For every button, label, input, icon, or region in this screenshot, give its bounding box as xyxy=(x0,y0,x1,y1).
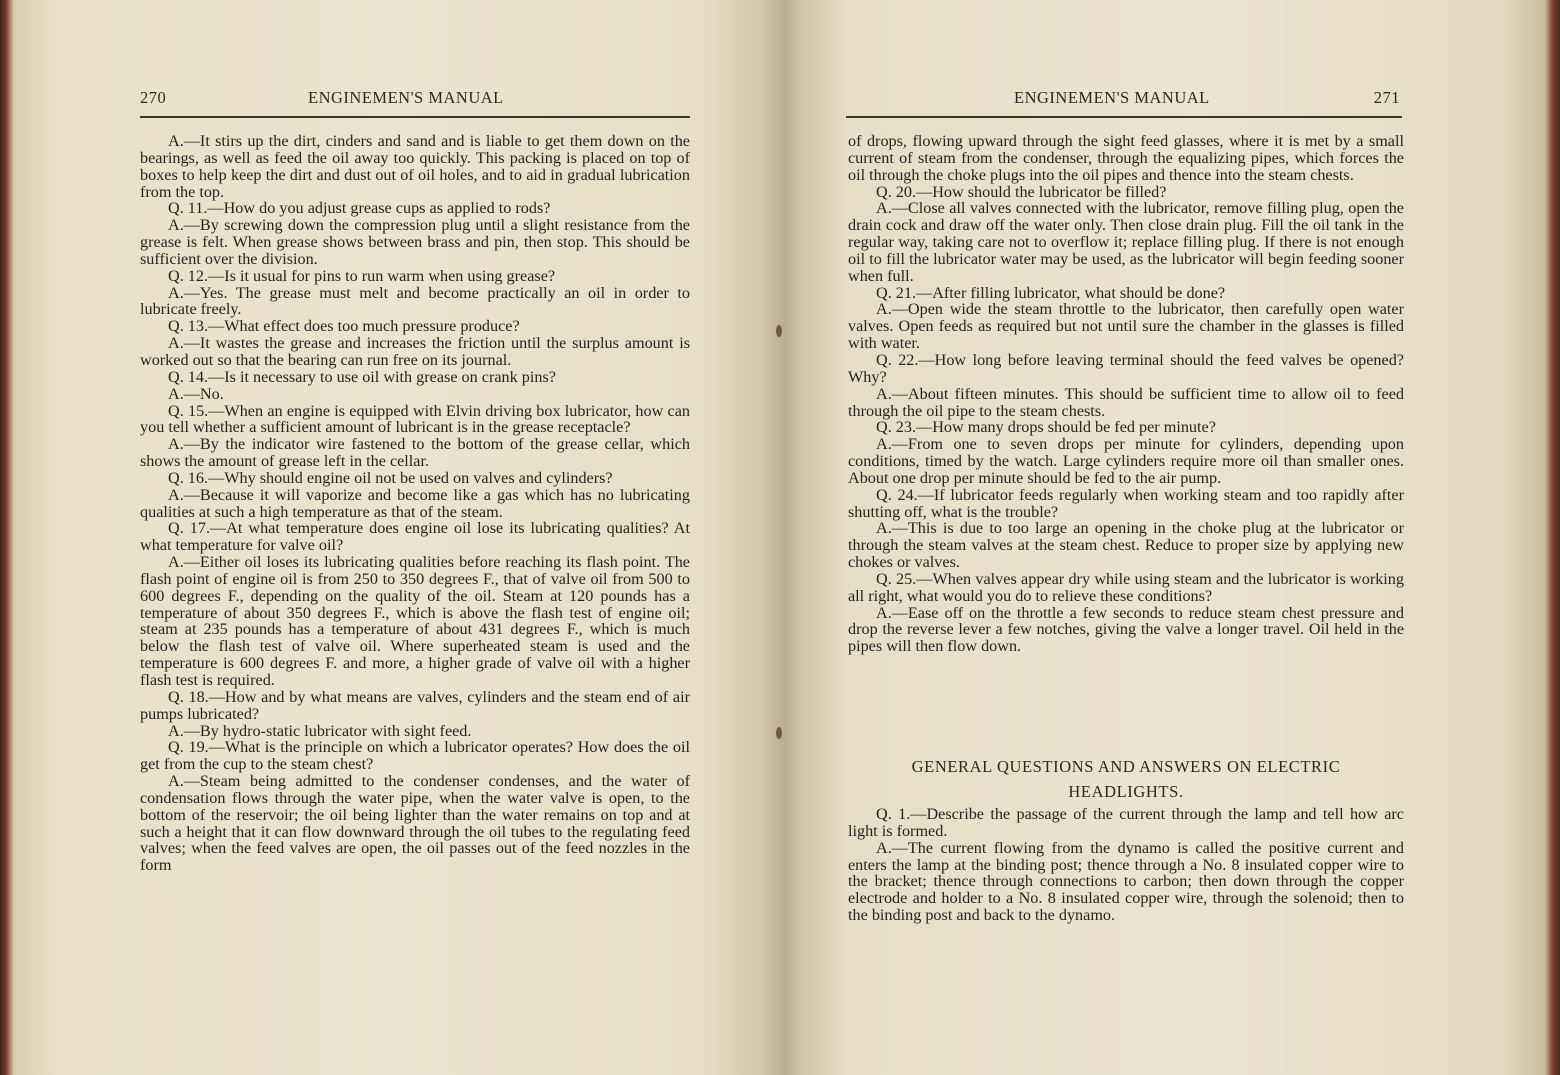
right-header-rule xyxy=(846,116,1402,118)
paragraph: A.—About fifteen minutes. This should be sufficient time to allow oil to feed through the oil pipe to the steam chests. xyxy=(848,384,1404,420)
paragraph: A.—It wastes the grease and increases the friction until the surplus amount is worked out so that the bearing can run free on its journal. xyxy=(140,334,690,369)
paragraph: Q. 22.—How long before leaving terminal should the feed valves be opened? Why? xyxy=(848,350,1404,386)
paragraph: Q. 17.—At what temperature does engine oil lose its lubricating qualities? At what temperature for valve oil? xyxy=(140,519,690,555)
paragraph: Q. 19.—What is the principle on which a lubricator operates? How does the oil get from the cup to the steam chest? xyxy=(140,738,690,774)
paragraph: A.—By hydro-static lubricator with sight feed. xyxy=(168,721,472,740)
left-running-header xyxy=(140,88,690,110)
paragraph: A.—Because it will vaporize and become like a gas which has no lubricating qualities at such a high temperature as that of the steam. xyxy=(140,485,690,521)
paragraph: A.—Yes. The grease must melt and become practically an oil in order to lubricate freely. xyxy=(140,283,690,319)
paragraph: Q. 20.—How should the lubricator be filled? xyxy=(876,182,1167,201)
paragraph: Q. 18.—How and by what means are valves, cylinders and the steam end of air pumps lubricated? xyxy=(140,687,690,723)
left-running-head: ENGINEMEN'S MANUAL xyxy=(308,88,504,107)
paragraph: A.—The current flowing from the dynamo is called the positive current and enters the lamp at the binding post; thence through a No. 8 insulated copper wire to the bracket; thence through connections to carbon; then down through the copper electrode and holder to a No. 8 insulated copper wire, through the solenoid; then to the binding post and back to the dynamo. xyxy=(848,838,1404,925)
right-page xyxy=(780,0,1560,1075)
left-header-rule xyxy=(140,116,690,118)
section-body-text xyxy=(848,806,1404,924)
paragraph: Q. 15.—When an engine is equipped with Elvin driving box lubricator, how can you tell whether a sufficient amount of lubricant is in the grease receptacle? xyxy=(140,401,690,437)
paragraph: A.—From one to seven drops per minute for cylinders, depending upon conditions, timed by the watch. Large cylinders require more oil than smaller ones. About one drop per minute should be fed to the air pump. xyxy=(848,435,1404,487)
paragraph: A.—Ease off on the throttle a few seconds to reduce steam chest pressure and drop the reverse lever a few notches, giving the valve a longer travel. Oil held in the pipes will then flow down. xyxy=(848,603,1404,656)
paragraph: A.—Open wide the steam throttle to the lubricator, then carefully open water valves. Open feeds as required but not until sure the chamber in the glasses is filled with water. xyxy=(848,300,1404,353)
paragraph: Q. 11.—How do you adjust grease cups as applied to rods? xyxy=(168,199,551,218)
paragraph: A.—Either oil loses its lubricating qualities before reaching its flash point. The flash point of engine oil is from 250 to 350 degrees F., that of valve oil from 500 to 600 degrees F., depending on the quality of the oil. Steam at 120 pounds has a temperature of about 350 degrees F., which is above the flash test of engine oil; steam at 235 pounds has a temperature of about 431 degrees F., which is much below the flash test of valve oil. Where superheated steam is used and the temperature is 600 degrees F. and more, a higher grade of valve oil with a higher flash test is required. xyxy=(140,553,690,689)
paragraph: Q. 25.—When valves appear dry while using steam and the lubricator is working all right, what would you do to relieve these conditions? xyxy=(848,569,1404,605)
paragraph: Q. 16.—Why should engine oil not be used on valves and cylinders? xyxy=(168,468,613,487)
paragraph: A.—It stirs up the dirt, cinders and sand and is liable to get them down on the bearings, as well as feed the oil away too quickly. This packing is placed on top of boxes to help keep the dirt and dust out of oil holes, and to aid in gradual lubrication from the top. xyxy=(140,132,690,201)
right-running-header xyxy=(846,88,1402,110)
paragraph: A.—Close all valves connected with the lubricator, remove filling plug, open the drain cock and draw off the water only. Then close drain plug. Fill the oil tank in the regular way, taking care not to overflow it; replace filling plug. If there is not enough oil to fill the lubricator water may be used, as the lubricator will begin feeding sooner when full. xyxy=(848,199,1404,285)
section-title: GENERAL QUESTIONS AND ANSWERS ON ELECTRIC xyxy=(911,757,1341,776)
right-page-number: 271 xyxy=(1373,88,1400,107)
paragraph: of drops, flowing upward through the sight feed glasses, where it is met by a small current of steam from the condenser, through the equalizing pipes, which forces the oil through the choke plugs into the oil pipes and thence into the steam chests. xyxy=(848,132,1404,184)
paragraph: Q. 24.—If lubricator feeds regularly when working steam and too rapidly after shutting off, what is the trouble? xyxy=(848,485,1404,521)
left-body-text xyxy=(140,133,690,874)
right-body-text xyxy=(848,133,1404,655)
paragraph: A.—Steam being admitted to the condenser condenses, and the water of condensation flows through the water pipe, when the water valve is open, to the bottom of the reservoir; the oil being lighter than the water remains on top and at such a height that it can flow downward through the oil tubes to the regulating feed valves; when the feed valves are open, the oil passes out of the feed nozzles in the form xyxy=(140,772,690,875)
paragraph: Q. 21.—After filling lubricator, what should be done? xyxy=(876,283,1226,302)
section-title-continued: HEADLIGHTS. xyxy=(1068,782,1184,801)
paragraph: A.—By the indicator wire fastened to the bottom of the grease cellar, which shows the amount of grease left in the cellar. xyxy=(140,435,690,471)
paragraph: A.—No. xyxy=(168,384,224,403)
paragraph: Q. 12.—Is it usual for pins to run warm when using grease? xyxy=(168,266,556,285)
paragraph: A.—By screwing down the compression plug until a slight resistance from the grease is felt. When grease shows between brass and pin, then stop. This should be sufficient over the division. xyxy=(140,216,690,268)
left-page-number: 270 xyxy=(140,88,167,107)
paragraph: Q. 14.—Is it necessary to use oil with grease on crank pins? xyxy=(168,367,556,386)
paragraph: Q. 23.—How many drops should be fed per minute? xyxy=(876,418,1216,437)
paragraph: Q. 13.—What effect does too much pressure produce? xyxy=(168,317,520,336)
paragraph: Q. 1.—Describe the passage of the current through the lamp and tell how arc light is formed. xyxy=(848,805,1404,840)
right-running-head: ENGINEMEN'S MANUAL xyxy=(1014,88,1210,107)
paragraph: A.—This is due to too large an opening in the choke plug at the lubricator or through the steam valves at the steam chest. Reduce to proper size by applying new chokes or valves. xyxy=(848,519,1404,572)
